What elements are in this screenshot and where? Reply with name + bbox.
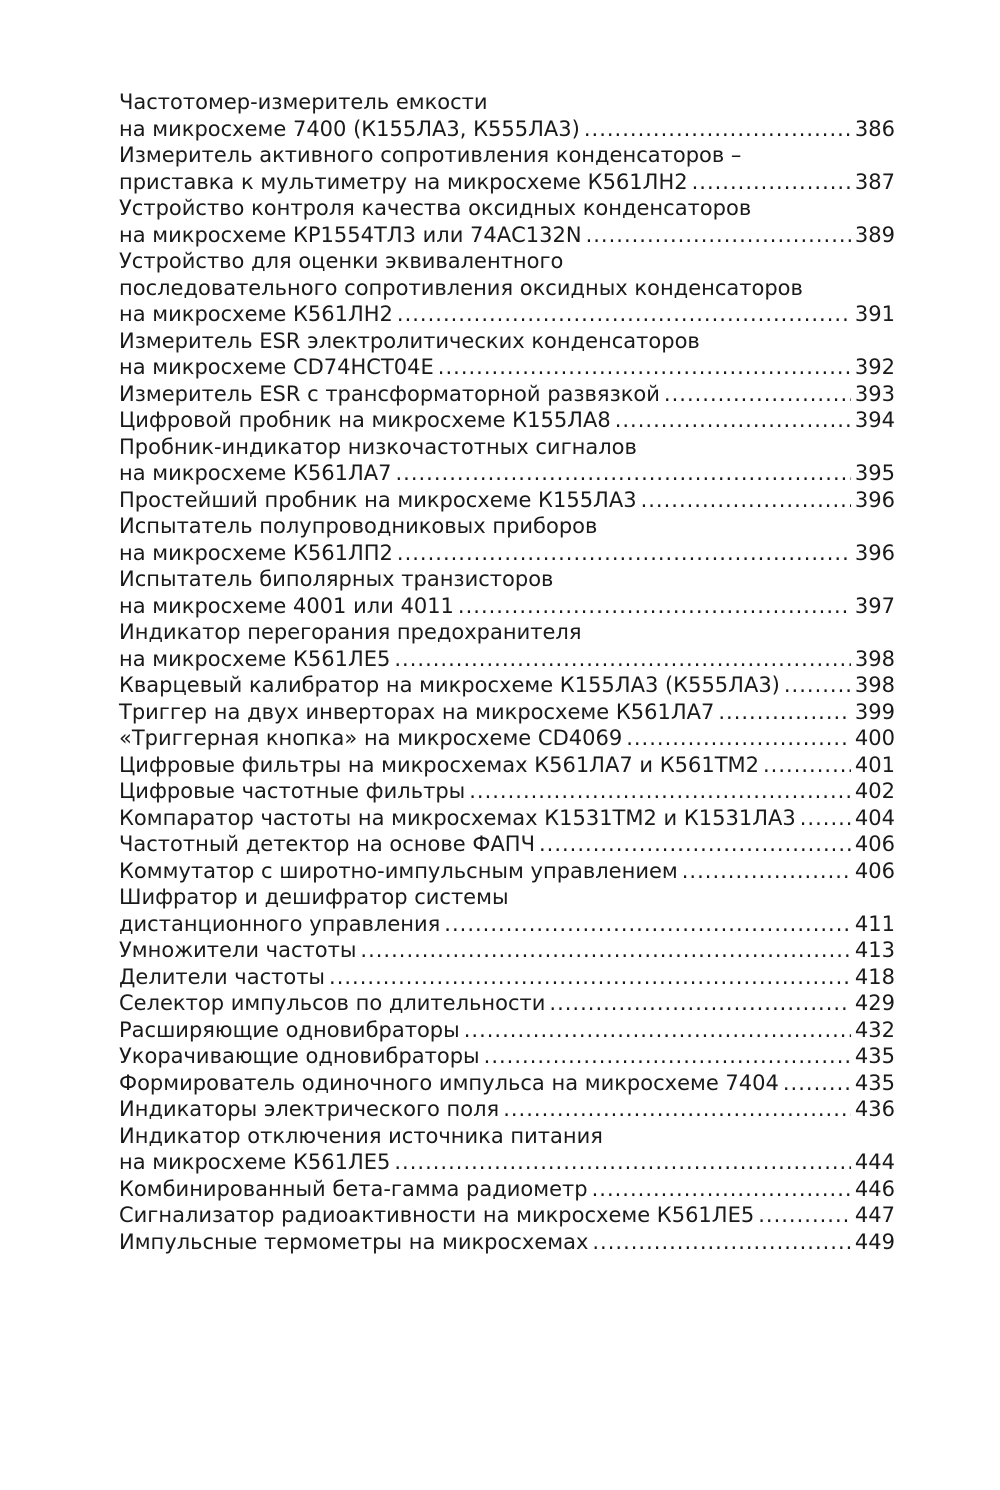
dot-leader	[626, 725, 851, 752]
toc-entry-last-line	[119, 301, 895, 328]
dot-leader	[641, 487, 851, 514]
toc-entry-title: Коммутатор с широтно-импульсным управлением	[119, 858, 678, 883]
toc-entry-title: Делители частоты	[119, 964, 326, 989]
toc-entry-title: Цифровые фильтры на микросхемах К561ЛА7 и К561ТМ2	[119, 752, 759, 777]
toc-entry-last-line	[119, 1070, 895, 1097]
toc-entry-title: Испытатель полупроводниковых приборов	[119, 514, 598, 538]
toc-entry	[119, 778, 895, 805]
toc-page-number: 398	[854, 646, 895, 671]
toc-entry-title: Импульсные термометры на микросхемах	[119, 1229, 589, 1254]
toc-entry-title: Устройство контроля качества оксидных конденсаторов	[119, 196, 752, 220]
toc-entry-title: Измеритель активного сопротивления конденсаторов –	[119, 143, 742, 167]
toc-page-number: 435	[854, 1044, 895, 1068]
toc-entry-title: Индикатор перегорания предохранителя	[119, 620, 582, 644]
dot-leader	[397, 540, 851, 567]
toc-entry-last-line	[119, 990, 895, 1017]
toc-entry-last-line	[119, 937, 895, 964]
toc-entry-title: Цифровой пробник на микросхеме К155ЛА8	[119, 408, 611, 432]
toc-entry-title: Частотный детектор на основе ФАПЧ	[119, 832, 535, 856]
toc-entry-title: Устройство для оценки эквивалентного	[119, 249, 564, 273]
toc-entry-line	[119, 195, 895, 222]
table-of-contents	[119, 89, 895, 1255]
toc-entry-last-line	[119, 222, 895, 249]
toc-entry-title: на микросхеме 4001 или 4011	[119, 593, 454, 618]
toc-page-number: 391	[854, 302, 895, 326]
toc-entry-title: «Триггерная кнопка» на микросхеме CD4069	[119, 726, 623, 750]
toc-entry-last-line	[119, 778, 895, 805]
toc-page-number: 387	[854, 169, 895, 194]
dot-leader	[784, 672, 851, 699]
toc-entry-title: Цифровые частотные фильтры	[119, 779, 466, 803]
toc-page-number: 411	[854, 911, 895, 936]
toc-entry	[119, 1070, 895, 1097]
dot-leader	[763, 752, 851, 779]
toc-entry	[119, 407, 895, 434]
toc-entry-last-line	[119, 964, 895, 991]
toc-entry-title: Расширяющие одновибраторы	[119, 1017, 460, 1042]
toc-entry-last-line	[119, 752, 895, 779]
dot-leader	[329, 964, 851, 991]
dot-leader	[549, 990, 851, 1017]
toc-entry	[119, 1096, 895, 1123]
toc-entry-title: Испытатель биполярных транзисторов	[119, 567, 554, 591]
toc-entry	[119, 964, 895, 991]
toc-entry-title: Простейший пробник на микросхеме К155ЛА3	[119, 487, 637, 512]
toc-entry-last-line	[119, 1017, 895, 1044]
toc-page-number: 413	[854, 938, 895, 962]
toc-entry	[119, 248, 895, 328]
toc-page-number: 392	[854, 355, 895, 379]
toc-entry	[119, 699, 895, 726]
dot-leader	[464, 1017, 851, 1044]
toc-entry-last-line	[119, 1043, 895, 1070]
dot-leader	[438, 354, 851, 381]
toc-page-number: 402	[854, 779, 895, 803]
toc-page-number: 393	[854, 381, 895, 406]
dot-leader	[444, 911, 851, 938]
dot-leader	[758, 1202, 851, 1229]
dot-leader	[395, 460, 850, 487]
toc-entry-last-line	[119, 487, 895, 514]
toc-page-number: 395	[854, 461, 895, 485]
dot-leader	[394, 646, 851, 673]
toc-page-number: 389	[854, 222, 895, 247]
toc-entry	[119, 937, 895, 964]
dot-leader	[539, 831, 851, 858]
toc-entry	[119, 1176, 895, 1203]
toc-entry-title: на микросхеме CD74HCT04E	[119, 355, 434, 379]
dot-leader	[503, 1096, 851, 1123]
toc-entry-title: на микросхеме 7400 (К155ЛА3, К555ЛА3)	[119, 116, 580, 141]
toc-page-number: 397	[854, 593, 895, 618]
toc-entry	[119, 381, 895, 408]
toc-page-number: 406	[854, 858, 895, 883]
dot-leader	[664, 381, 851, 408]
dot-leader	[682, 858, 851, 885]
toc-page-number: 396	[854, 487, 895, 512]
toc-entry-line	[119, 275, 895, 302]
toc-page-number: 446	[854, 1176, 895, 1201]
toc-page-number: 394	[854, 408, 895, 432]
toc-entry	[119, 805, 895, 832]
toc-entry-last-line	[119, 672, 895, 699]
dot-leader	[592, 1229, 851, 1256]
dot-leader	[397, 301, 851, 328]
toc-entry-title: Кварцевый калибратор на микросхеме К155ЛА3 (К555ЛА3)	[119, 673, 780, 697]
toc-entry-title: на микросхеме К561ЛП2	[119, 540, 393, 565]
dot-leader	[615, 407, 851, 434]
toc-entry-line	[119, 619, 895, 646]
toc-entry-title: последовательного сопротивления оксидных конденсаторов	[119, 275, 803, 300]
dot-leader	[458, 593, 851, 620]
toc-entry	[119, 831, 895, 858]
toc-page-number: 436	[854, 1097, 895, 1121]
toc-entry-last-line	[119, 699, 895, 726]
toc-entry-line	[119, 434, 895, 461]
toc-entry	[119, 328, 895, 381]
toc-page-number: 447	[854, 1203, 895, 1227]
toc-entry-line	[119, 89, 895, 116]
toc-entry-title: Компаратор частоты на микросхемах К1531ТМ2 и К1531ЛА3	[119, 805, 796, 830]
toc-entry-last-line	[119, 540, 895, 567]
toc-entry	[119, 434, 895, 487]
toc-entry-title: Умножители частоты	[119, 938, 357, 962]
toc-entry	[119, 566, 895, 619]
toc-entry-line	[119, 142, 895, 169]
toc-entry	[119, 195, 895, 248]
toc-entry-line	[119, 1123, 895, 1150]
toc-entry-last-line	[119, 407, 895, 434]
toc-entry-title: Измеритель ESR с трансформаторной развязкой	[119, 381, 660, 406]
dot-leader	[692, 169, 851, 196]
toc-page-number: 449	[854, 1229, 895, 1254]
toc-page-number: 396	[854, 540, 895, 565]
dot-leader	[800, 805, 851, 832]
toc-entry	[119, 619, 895, 672]
toc-entry	[119, 752, 895, 779]
toc-entry-last-line	[119, 1176, 895, 1203]
toc-entry-last-line	[119, 725, 895, 752]
toc-entry	[119, 858, 895, 885]
toc-entry-title: Индикаторы электрического поля	[119, 1097, 500, 1121]
dot-leader	[484, 1043, 851, 1070]
toc-entry-last-line	[119, 169, 895, 196]
dot-leader	[718, 699, 851, 726]
toc-entry-title: Триггер на двух инверторах на микросхеме К561ЛА7	[119, 699, 715, 724]
toc-entry-title: Селектор импульсов по длительности	[119, 991, 546, 1015]
toc-entry-last-line	[119, 646, 895, 673]
toc-entry-title: дистанционного управления	[119, 911, 441, 936]
toc-entry-last-line	[119, 354, 895, 381]
toc-entry	[119, 142, 895, 195]
toc-entry-title: на микросхеме К561ЛЕ5	[119, 1150, 391, 1174]
dot-leader	[586, 222, 851, 249]
toc-entry-title: на микросхеме КР1554ТЛ3 или 74АС132N	[119, 222, 582, 247]
toc-entry-title: Измеритель ESR электролитических конденсаторов	[119, 328, 700, 353]
toc-entry-last-line	[119, 1149, 895, 1176]
toc-entry	[119, 1202, 895, 1229]
toc-entry	[119, 487, 895, 514]
toc-entry	[119, 990, 895, 1017]
toc-entry	[119, 884, 895, 937]
toc-entry-last-line	[119, 1096, 895, 1123]
toc-entry-title: на микросхеме К561ЛА7	[119, 461, 392, 485]
toc-entry-line	[119, 513, 895, 540]
toc-entry-title: Частотомер-измеритель емкости	[119, 90, 488, 114]
toc-entry-line	[119, 884, 895, 911]
toc-entry-last-line	[119, 460, 895, 487]
dot-leader	[360, 937, 851, 964]
toc-entry-title: Укорачивающие одновибраторы	[119, 1044, 480, 1068]
toc-entry-title: Пробник-индикатор низкочастотных сигналов	[119, 434, 637, 459]
dot-leader	[469, 778, 851, 805]
toc-page-number: 432	[854, 1017, 895, 1042]
toc-entry-last-line	[119, 831, 895, 858]
toc-page-number: 404	[854, 805, 895, 830]
toc-page-number: 386	[854, 116, 895, 141]
toc-entry-title: приставка к мультиметру на микросхеме К561ЛН2	[119, 169, 688, 194]
toc-page-number: 401	[854, 752, 895, 777]
toc-page-number: 429	[854, 991, 895, 1015]
toc-entry-last-line	[119, 1229, 895, 1256]
toc-entry	[119, 89, 895, 142]
toc-page-number: 435	[854, 1070, 895, 1095]
toc-entry-last-line	[119, 805, 895, 832]
toc-page-number: 406	[854, 832, 895, 856]
dot-leader	[584, 116, 851, 143]
toc-entry	[119, 1229, 895, 1256]
dot-leader	[394, 1149, 851, 1176]
toc-page-number: 398	[854, 673, 895, 697]
toc-entry-title: Шифратор и дешифратор системы	[119, 885, 509, 909]
dot-leader	[783, 1070, 851, 1097]
toc-entry-last-line	[119, 911, 895, 938]
toc-entry-title: Сигнализатор радиоактивности на микросхеме К561ЛЕ5	[119, 1203, 755, 1227]
toc-page-number: 400	[854, 726, 895, 750]
toc-entry	[119, 513, 895, 566]
toc-entry-last-line	[119, 593, 895, 620]
toc-page-number: 444	[854, 1150, 895, 1174]
toc-entry-last-line	[119, 858, 895, 885]
toc-entry	[119, 1123, 895, 1176]
toc-entry-title: Индикатор отключения источника питания	[119, 1123, 603, 1148]
dot-leader	[592, 1176, 851, 1203]
toc-entry	[119, 672, 895, 699]
toc-page-number: 418	[854, 964, 895, 989]
toc-entry-title: Комбинированный бета-гамма радиометр	[119, 1176, 588, 1201]
toc-entry-last-line	[119, 116, 895, 143]
toc-entry-line	[119, 566, 895, 593]
toc-page-number: 399	[854, 699, 895, 724]
toc-entry-last-line	[119, 381, 895, 408]
toc-entry-line	[119, 248, 895, 275]
toc-entry-title: Формирователь одиночного импульса на микросхеме 7404	[119, 1070, 779, 1095]
toc-entry	[119, 725, 895, 752]
toc-entry-last-line	[119, 1202, 895, 1229]
toc-entry	[119, 1017, 895, 1044]
toc-entry	[119, 1043, 895, 1070]
toc-entry-line	[119, 328, 895, 355]
toc-entry-title: на микросхеме К561ЛЕ5	[119, 646, 391, 671]
toc-entry-title: на микросхеме К561ЛН2	[119, 302, 393, 326]
